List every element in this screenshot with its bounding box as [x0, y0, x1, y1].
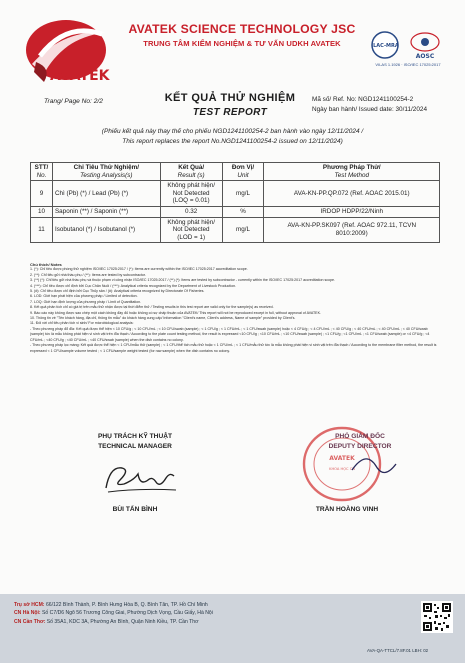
row-unit: %	[222, 206, 264, 217]
header-testing-analysis: Chỉ Tiêu Thử Nghiệm/ Testing Analysis(s)	[52, 163, 160, 181]
organization-subname: TRUNG TÂM KIỂM NGHIỆM & TƯ VẤN UDKH AVATEK	[143, 39, 341, 48]
note-item: - Theo phương pháp đổ đĩa: Kết quả được thể hiện < 10 CFU/g ; < 10 CFU/mL ; < 10 CFU/swab (sample) ; < 1 CFU/g ; < 1 CFU/mL ; < 1 CFU/swab (sample) hoặc < 4 CFU/g ; < 4 CFU/mL ; < 40 CFU/g ; < 40 CFU/mL ; < 40 CFU/mL ; < 40 CFU/swab (sample) tức là mẫu không phát hiện vi sinh vật trên đĩa thạch / According to the plate count testing method, the result is expressed <10 CFU/g ; <10 CFU/mL ; <10 CFU/swab (sample) ; <1 CFU/g ; <1 CFU/mL ; <1 CFU/swab (sample) or <4 CFU/g ; <4 CFU/mL ; <40 CFU/g ; <40 CFU/mL ; <40 CFU/swab (sample) when the dish contains no colony.	[30, 326, 430, 342]
report-reference	[312, 95, 452, 114]
qr-code-icon[interactable]	[421, 601, 453, 633]
notes-heading: Chú thích/ Notes	[30, 262, 62, 267]
document-code: AVA-QA-TTCL/7.8F.01 LBH: 02	[367, 648, 429, 653]
avatek-logo	[22, 12, 110, 92]
organization-name: AVATEK SCIENCE TECHNOLOGY JSC	[128, 22, 356, 36]
page-number: Trang/ Page No: 2/2	[44, 98, 103, 105]
table-row	[31, 181, 440, 207]
ilac-mra-badge-icon	[370, 30, 400, 60]
note-item: 9. Báo cáo này không được sao chép một cách không đầy đủ hoặc không có sự chấp thuận của AVATEK/ This report will not be reproduced except in full, without approval of AVATEK.	[30, 310, 321, 315]
replacement-note-vn: (Phiếu kết quả này thay thế cho phiếu NGD1241100254-2 ban hành vào ngày 12/11/2024 /	[101, 128, 364, 135]
technical-manager-title: PHỤ TRÁCH KỸ THUẬT TECHNICAL MANAGER	[98, 433, 172, 450]
row-no: 11	[31, 217, 53, 243]
deputy-director-title: PHÓ GIÁM ĐỐC DEPUTY DIRECTOR	[328, 433, 392, 450]
svg-text:AOSC: AOSC	[415, 53, 435, 60]
technical-manager-signature	[100, 458, 180, 498]
svg-text:KHOA HỌC CN: KHOA HỌC CN	[329, 467, 355, 471]
note-item: 5. (#): Chỉ tiêu được chỉ định bởi Cục Thủy sản / (#): Analytical criteria recognized by Directorate Of Fisheries.	[30, 289, 205, 294]
note-item: 11. Đối với chỉ tiêu phân tích vi sinh/ For microbiological analysis:	[30, 321, 134, 326]
report-title-en: TEST REPORT	[192, 107, 268, 118]
footer-hcm-address: Trụ sở HCM: 66/122 Bình Thành, P. Bình Hưng Hòa B, Q. Bình Tân, TP. Hồ Chí Minh	[14, 602, 208, 608]
row-unit: mg/L	[222, 181, 264, 207]
row-method: AVA-KN-PP.SK097 (Ref. AOAC 972.11, TCVN 8010:2009)	[264, 217, 440, 243]
header-no: STT/ No.	[31, 163, 53, 181]
note-item: 1. (*): Chỉ tiêu được phòng thử nghiệm ISO/IEC 17025:2017 / (*): Items are currently within the ISO/IEC 17025:2017 accreditation scope.	[30, 267, 248, 272]
row-item: Saponin (**) / Saponin (**)	[52, 206, 160, 217]
report-title-vn: KẾT QUẢ THỬ NGHIỆM	[164, 92, 296, 104]
replacement-note	[60, 127, 405, 147]
row-no: 10	[31, 206, 53, 217]
row-result: Không phát hiện/ Not Detected (LOD = 1)	[160, 217, 222, 243]
replacement-note-en: This report replaces the report No.NGD1241100254-2 issued on 12/11/2024)	[122, 138, 343, 145]
svg-text:AVATEK: AVATEK	[329, 455, 355, 462]
row-item: Isobutanol (*) / Isobutanol (*)	[52, 217, 160, 243]
table-row	[31, 206, 440, 217]
table-row	[31, 217, 440, 243]
row-method: AVA-KN-PP.QP.072 (Ref. AOAC 2015.01)	[264, 181, 440, 207]
note-item: 6. LOD: Giới hạn phát hiện của phương pháp / Limited of detection.	[30, 294, 138, 299]
footer-hn-address: CN Hà Nội: Số C7/D6 Ngõ 56 Trương Công Giai, Phường Dịch Vọng, Cầu Giấy, Hà Nội	[14, 610, 213, 617]
aosc-badge-icon	[408, 30, 438, 60]
note-item: 10. Thông tin về "Tên khách hàng, địa chỉ, thông tin mẫu" do khách hàng cung cấp/ Information "Client's name, Client's address, Name of sample" provided by Client's.	[30, 316, 296, 321]
note-item: 2. (**): Chỉ tiêu gửi nhà thầu phụ / (**): Items are tested by subcontractor.	[30, 272, 146, 277]
note-item: 4. (***): Chỉ tiêu được chỉ định bởi Cục Chăn Nuôi / (***): Analytical criteria recognized by the Department of Livestock Production.	[30, 283, 237, 288]
header-test-method: Phương Pháp Thử/ Test Method	[264, 163, 440, 181]
footer-addresses	[14, 601, 394, 626]
header-unit: Đơn Vị/ Unit	[222, 163, 264, 181]
deputy-director-name: TRẦN HOÀNG VINH	[315, 506, 379, 513]
row-result: 0.32	[160, 206, 222, 217]
row-method: IRDOP HDPP/22/Ninh	[264, 206, 440, 217]
footer-ct-address: CN Cần Thơ: Số 35A1, KDC 3A, Phường An Bình, Quận Ninh Kiều, TP. Cần Thơ	[14, 618, 199, 625]
organization-header	[122, 22, 362, 48]
accreditation-caption: VILAS 1.1926 · ISO/IEC 17025:2017	[375, 62, 441, 67]
row-no: 9	[31, 181, 53, 207]
notes-section	[30, 262, 440, 354]
row-item: Chì (Pb) (*) / Lead (Pb) (*)	[52, 181, 160, 207]
row-unit: mg/L	[222, 217, 264, 243]
note-item: - Theo phương pháp lọc màng: Kết quả được thể hiện < 1 CFU/mẫu thử (sample) ; < 1 CFU/thể tích mẫu thử hoặc < 1 CFU/mL ; < 1 CFU/mẫu thử tức là mẫu không phát hiện vi sinh vật trên đĩa thạch / According to the membrane filter method, the result is expressed < 1 CFU/sample volume tested ; < 1 CFU/sample weight tested (for raw sample) when the dish contains no colony.	[30, 343, 437, 353]
svg-text:ILAC-MRA: ILAC-MRA	[371, 43, 399, 49]
reference-number: Mã số/ Ref. No: NGD1241100254-2	[312, 96, 414, 103]
note-item: 3. (**) (*): Chỉ tiêu gửi nhà thầu phụ và thuộc phạm vi công nhận ISO/IEC 17025:2017 / (**) (*): Items are tested by subcontractor - currently within the ISO/IEC 17025:2017 accreditation scope.	[30, 278, 336, 283]
table-header-row	[31, 163, 440, 181]
results-table	[30, 162, 440, 243]
note-item: 7. LOQ: Giới hạn định lượng của phương pháp / Limit of Quantitation.	[30, 299, 142, 304]
technical-manager-name: BÙI TẤN BÌNH	[112, 506, 158, 513]
logo-wordmark: AVATEK	[50, 68, 110, 84]
header-result: Kết Quả/ Result (s)	[160, 163, 222, 181]
row-result: Không phát hiện/ Not Detected (LOQ = 0.01)	[160, 181, 222, 207]
issued-date: Ngày ban hành/ Issued date: 30/11/2024	[312, 105, 428, 113]
note-item: 8. Kết quả phân tích chỉ có giá trị trên mẫu thử nhận được tại thời điểm thử / Testing results in this test report are valid only for the sample(s) as received.	[30, 305, 274, 310]
